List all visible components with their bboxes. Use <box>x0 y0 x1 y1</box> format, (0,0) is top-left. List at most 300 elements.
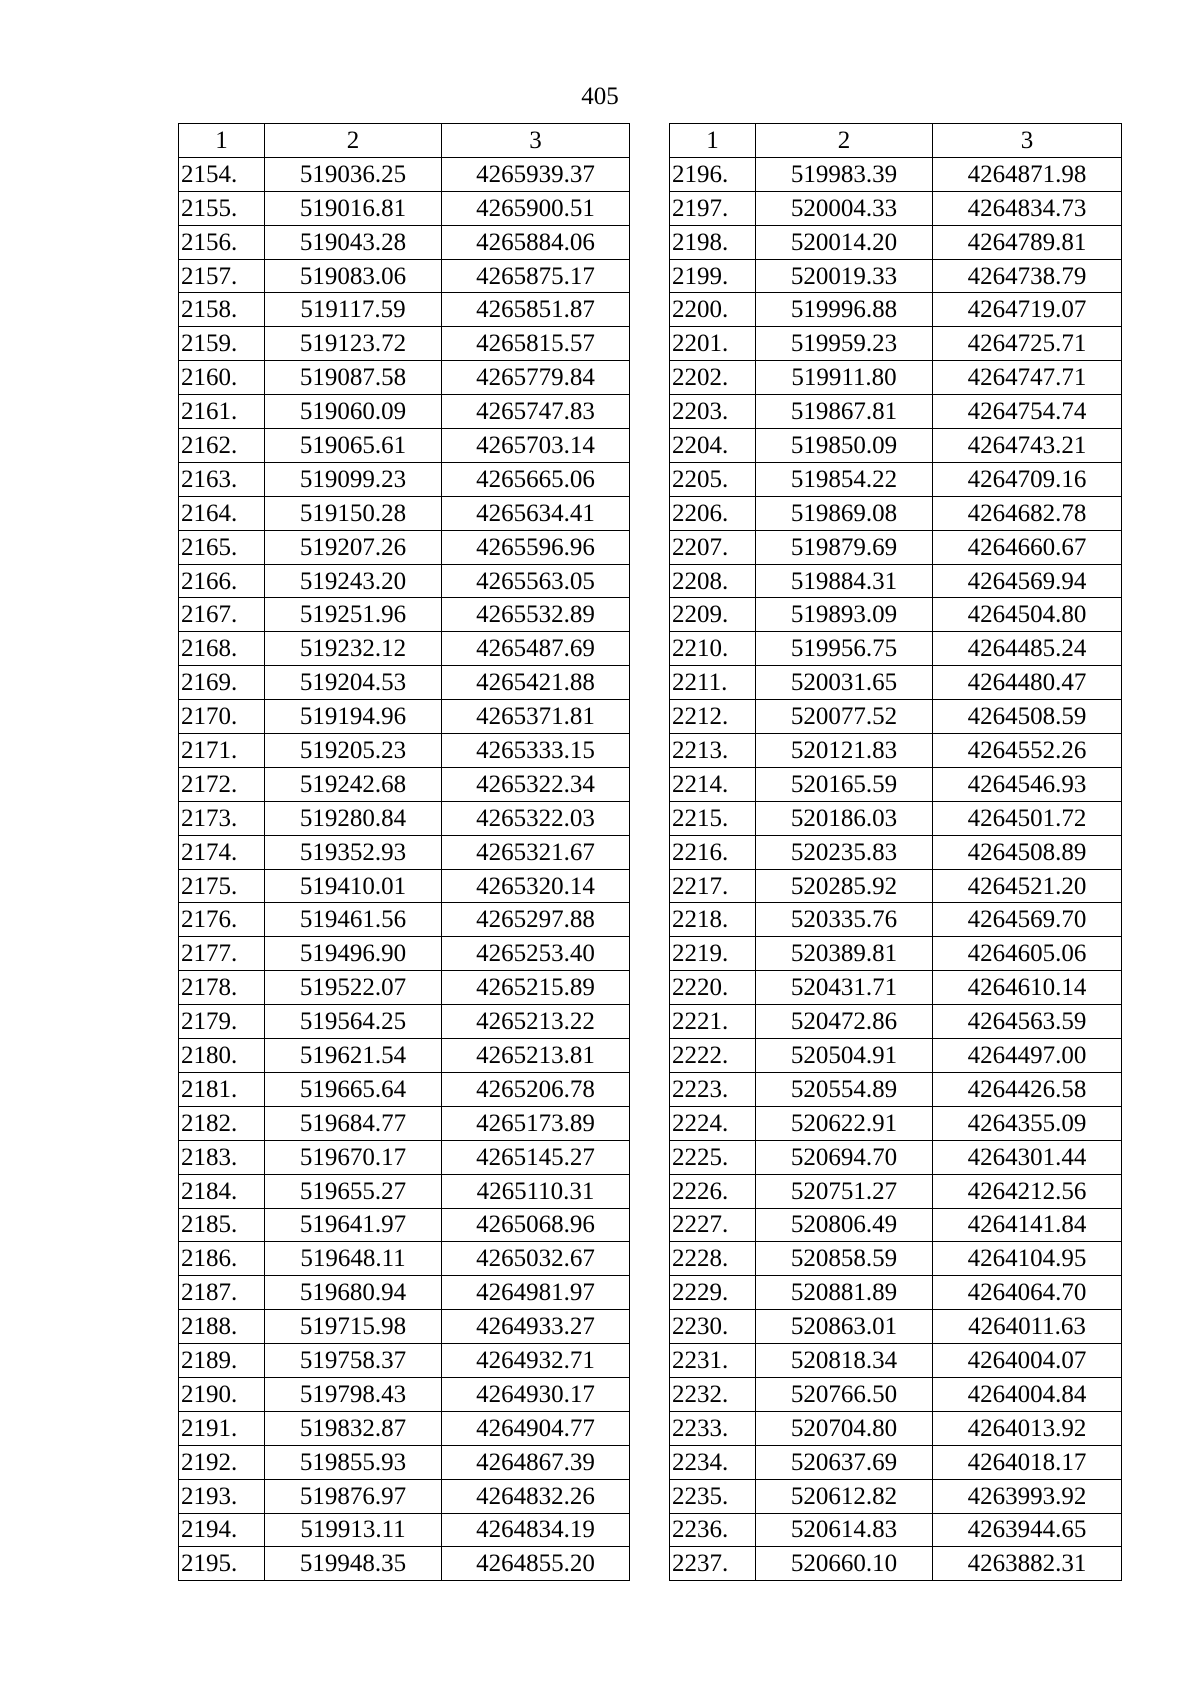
point-number-cell: 2201. <box>670 327 756 361</box>
point-number-cell: 2163. <box>179 462 265 496</box>
point-number-cell: 2173. <box>179 801 265 835</box>
table-row <box>670 1242 1122 1276</box>
x-coordinate-cell: 519205.23 <box>265 734 442 768</box>
y-coordinate-cell: 4264834.73 <box>933 191 1122 225</box>
y-coordinate-cell: 4265173.89 <box>442 1106 630 1140</box>
x-coordinate-cell: 519850.09 <box>756 429 933 463</box>
point-number-cell: 2168. <box>179 632 265 666</box>
x-coordinate-cell: 519099.23 <box>265 462 442 496</box>
y-coordinate-cell: 4264933.27 <box>442 1310 630 1344</box>
x-coordinate-cell: 519715.98 <box>265 1310 442 1344</box>
y-coordinate-cell: 4265900.51 <box>442 191 630 225</box>
point-number-cell: 2190. <box>179 1377 265 1411</box>
y-coordinate-cell: 4264605.06 <box>933 937 1122 971</box>
point-number-cell: 2154. <box>179 157 265 191</box>
x-coordinate-cell: 519879.69 <box>756 530 933 564</box>
x-coordinate-cell: 519798.43 <box>265 1377 442 1411</box>
point-number-cell: 2217. <box>670 869 756 903</box>
table-row <box>179 496 630 530</box>
x-coordinate-cell: 520077.52 <box>756 700 933 734</box>
x-coordinate-cell: 519060.09 <box>265 395 442 429</box>
x-coordinate-cell: 520858.59 <box>756 1242 933 1276</box>
point-number-cell: 2159. <box>179 327 265 361</box>
table-row <box>179 971 630 1005</box>
table-row <box>670 1005 1122 1039</box>
y-coordinate-cell: 4264064.70 <box>933 1276 1122 1310</box>
table-row <box>670 496 1122 530</box>
x-coordinate-cell: 519204.53 <box>265 666 442 700</box>
table-row <box>179 1547 630 1581</box>
x-coordinate-cell: 519680.94 <box>265 1276 442 1310</box>
y-coordinate-cell: 4264011.63 <box>933 1310 1122 1344</box>
y-coordinate-cell: 4265815.57 <box>442 327 630 361</box>
table-row <box>179 1276 630 1310</box>
y-coordinate-cell: 4265851.87 <box>442 293 630 327</box>
y-coordinate-cell: 4265322.34 <box>442 767 630 801</box>
table-row <box>670 801 1122 835</box>
x-coordinate-cell: 519621.54 <box>265 1039 442 1073</box>
table-row <box>670 598 1122 632</box>
point-number-cell: 2214. <box>670 767 756 801</box>
y-coordinate-cell: 4264855.20 <box>442 1547 630 1581</box>
table-row <box>179 361 630 395</box>
y-coordinate-cell: 4264501.72 <box>933 801 1122 835</box>
table-row <box>670 1310 1122 1344</box>
x-coordinate-cell: 520766.50 <box>756 1377 933 1411</box>
table-row <box>179 1039 630 1073</box>
y-coordinate-cell: 4264018.17 <box>933 1445 1122 1479</box>
table-row <box>670 903 1122 937</box>
y-coordinate-cell: 4265596.96 <box>442 530 630 564</box>
y-coordinate-cell: 4264141.84 <box>933 1208 1122 1242</box>
point-number-cell: 2229. <box>670 1276 756 1310</box>
point-number-cell: 2161. <box>179 395 265 429</box>
table-row <box>179 801 630 835</box>
table-row <box>670 157 1122 191</box>
point-number-cell: 2175. <box>179 869 265 903</box>
point-number-cell: 2205. <box>670 462 756 496</box>
point-number-cell: 2174. <box>179 835 265 869</box>
point-number-cell: 2183. <box>179 1140 265 1174</box>
y-coordinate-cell: 4265747.83 <box>442 395 630 429</box>
point-number-cell: 2202. <box>670 361 756 395</box>
y-coordinate-cell: 4265634.41 <box>442 496 630 530</box>
y-coordinate-cell: 4263944.65 <box>933 1513 1122 1547</box>
table-row <box>179 1310 630 1344</box>
point-number-cell: 2155. <box>179 191 265 225</box>
table-row <box>179 327 630 361</box>
table-row <box>179 1208 630 1242</box>
point-number-cell: 2234. <box>670 1445 756 1479</box>
table-row <box>670 1411 1122 1445</box>
table-row <box>670 1513 1122 1547</box>
table-row <box>179 157 630 191</box>
table-row <box>670 734 1122 768</box>
point-number-cell: 2225. <box>670 1140 756 1174</box>
y-coordinate-cell: 4265532.89 <box>442 598 630 632</box>
y-coordinate-cell: 4264981.97 <box>442 1276 630 1310</box>
y-coordinate-cell: 4264508.59 <box>933 700 1122 734</box>
point-number-cell: 2215. <box>670 801 756 835</box>
x-coordinate-cell: 519280.84 <box>265 801 442 835</box>
point-number-cell: 2233. <box>670 1411 756 1445</box>
y-coordinate-cell: 4264426.58 <box>933 1072 1122 1106</box>
y-coordinate-cell: 4264552.26 <box>933 734 1122 768</box>
table-header-row <box>670 124 1122 158</box>
x-coordinate-cell: 519242.68 <box>265 767 442 801</box>
x-coordinate-cell: 519410.01 <box>265 869 442 903</box>
x-coordinate-cell: 519461.56 <box>265 903 442 937</box>
point-number-cell: 2230. <box>670 1310 756 1344</box>
y-coordinate-cell: 4264497.00 <box>933 1039 1122 1073</box>
table-row <box>670 835 1122 869</box>
x-coordinate-cell: 520186.03 <box>756 801 933 835</box>
x-coordinate-cell: 519893.09 <box>756 598 933 632</box>
table-row <box>670 530 1122 564</box>
point-number-cell: 2184. <box>179 1174 265 1208</box>
y-coordinate-cell: 4264747.71 <box>933 361 1122 395</box>
x-coordinate-cell: 520612.82 <box>756 1479 933 1513</box>
table-row <box>670 1106 1122 1140</box>
x-coordinate-cell: 519983.39 <box>756 157 933 191</box>
table-row <box>670 632 1122 666</box>
x-coordinate-cell: 520389.81 <box>756 937 933 971</box>
y-coordinate-cell: 4265875.17 <box>442 259 630 293</box>
point-number-cell: 2158. <box>179 293 265 327</box>
table-row <box>179 835 630 869</box>
page-number: 405 <box>581 83 619 110</box>
table-row <box>179 1174 630 1208</box>
header-cell-1: 1 <box>670 124 756 158</box>
point-number-cell: 2207. <box>670 530 756 564</box>
point-number-cell: 2167. <box>179 598 265 632</box>
point-number-cell: 2213. <box>670 734 756 768</box>
x-coordinate-cell: 519855.93 <box>265 1445 442 1479</box>
x-coordinate-cell: 519194.96 <box>265 700 442 734</box>
table-row <box>670 1208 1122 1242</box>
point-number-cell: 2187. <box>179 1276 265 1310</box>
y-coordinate-cell: 4264725.71 <box>933 327 1122 361</box>
x-coordinate-cell: 520031.65 <box>756 666 933 700</box>
point-number-cell: 2227. <box>670 1208 756 1242</box>
table-row <box>670 1377 1122 1411</box>
x-coordinate-cell: 519956.75 <box>756 632 933 666</box>
x-coordinate-cell: 520614.83 <box>756 1513 933 1547</box>
point-number-cell: 2169. <box>179 666 265 700</box>
point-number-cell: 2186. <box>179 1242 265 1276</box>
y-coordinate-cell: 4264682.78 <box>933 496 1122 530</box>
table-row <box>179 937 630 971</box>
table-row <box>179 903 630 937</box>
point-number-cell: 2156. <box>179 225 265 259</box>
y-coordinate-cell: 4264932.71 <box>442 1344 630 1378</box>
y-coordinate-cell: 4265297.88 <box>442 903 630 937</box>
y-coordinate-cell: 4263993.92 <box>933 1479 1122 1513</box>
point-number-cell: 2237. <box>670 1547 756 1581</box>
y-coordinate-cell: 4264004.84 <box>933 1377 1122 1411</box>
x-coordinate-cell: 519564.25 <box>265 1005 442 1039</box>
x-coordinate-cell: 519911.80 <box>756 361 933 395</box>
table-row <box>670 767 1122 801</box>
point-number-cell: 2228. <box>670 1242 756 1276</box>
point-number-cell: 2232. <box>670 1377 756 1411</box>
point-number-cell: 2185. <box>179 1208 265 1242</box>
y-coordinate-cell: 4265215.89 <box>442 971 630 1005</box>
point-number-cell: 2194. <box>179 1513 265 1547</box>
y-coordinate-cell: 4264904.77 <box>442 1411 630 1445</box>
x-coordinate-cell: 520694.70 <box>756 1140 933 1174</box>
table-row <box>670 1445 1122 1479</box>
table-row <box>179 1344 630 1378</box>
x-coordinate-cell: 519884.31 <box>756 564 933 598</box>
y-coordinate-cell: 4264301.44 <box>933 1140 1122 1174</box>
point-number-cell: 2212. <box>670 700 756 734</box>
point-number-cell: 2180. <box>179 1039 265 1073</box>
x-coordinate-cell: 519670.17 <box>265 1140 442 1174</box>
y-coordinate-cell: 4265371.81 <box>442 700 630 734</box>
header-cell-3: 3 <box>442 124 630 158</box>
x-coordinate-cell: 520335.76 <box>756 903 933 937</box>
table-row <box>670 666 1122 700</box>
x-coordinate-cell: 519648.11 <box>265 1242 442 1276</box>
table-row <box>179 1445 630 1479</box>
header-cell-3: 3 <box>933 124 1122 158</box>
x-coordinate-cell: 520235.83 <box>756 835 933 869</box>
table-row <box>179 632 630 666</box>
y-coordinate-cell: 4265322.03 <box>442 801 630 835</box>
y-coordinate-cell: 4264004.07 <box>933 1344 1122 1378</box>
table-row <box>179 598 630 632</box>
x-coordinate-cell: 519036.25 <box>265 157 442 191</box>
x-coordinate-cell: 520004.33 <box>756 191 933 225</box>
table-row <box>179 225 630 259</box>
y-coordinate-cell: 4264480.47 <box>933 666 1122 700</box>
y-coordinate-cell: 4265068.96 <box>442 1208 630 1242</box>
y-coordinate-cell: 4265421.88 <box>442 666 630 700</box>
y-coordinate-cell: 4264834.19 <box>442 1513 630 1547</box>
x-coordinate-cell: 519996.88 <box>756 293 933 327</box>
point-number-cell: 2172. <box>179 767 265 801</box>
table-row <box>670 869 1122 903</box>
y-coordinate-cell: 4265110.31 <box>442 1174 630 1208</box>
y-coordinate-cell: 4264569.94 <box>933 564 1122 598</box>
x-coordinate-cell: 519043.28 <box>265 225 442 259</box>
y-coordinate-cell: 4265665.06 <box>442 462 630 496</box>
table-row <box>179 564 630 598</box>
x-coordinate-cell: 520285.92 <box>756 869 933 903</box>
x-coordinate-cell: 519876.97 <box>265 1479 442 1513</box>
y-coordinate-cell: 4264485.24 <box>933 632 1122 666</box>
point-number-cell: 2165. <box>179 530 265 564</box>
point-number-cell: 2188. <box>179 1310 265 1344</box>
table-row <box>670 361 1122 395</box>
point-number-cell: 2191. <box>179 1411 265 1445</box>
point-number-cell: 2216. <box>670 835 756 869</box>
table-row <box>179 1242 630 1276</box>
x-coordinate-cell: 520504.91 <box>756 1039 933 1073</box>
x-coordinate-cell: 519496.90 <box>265 937 442 971</box>
x-coordinate-cell: 520751.27 <box>756 1174 933 1208</box>
table-row <box>179 191 630 225</box>
y-coordinate-cell: 4264719.07 <box>933 293 1122 327</box>
point-number-cell: 2166. <box>179 564 265 598</box>
y-coordinate-cell: 4264504.80 <box>933 598 1122 632</box>
y-coordinate-cell: 4265779.84 <box>442 361 630 395</box>
point-number-cell: 2226. <box>670 1174 756 1208</box>
table-row <box>670 1140 1122 1174</box>
x-coordinate-cell: 519948.35 <box>265 1547 442 1581</box>
point-number-cell: 2176. <box>179 903 265 937</box>
point-number-cell: 2222. <box>670 1039 756 1073</box>
table-row <box>179 666 630 700</box>
point-number-cell: 2224. <box>670 1106 756 1140</box>
y-coordinate-cell: 4264867.39 <box>442 1445 630 1479</box>
point-number-cell: 2199. <box>670 259 756 293</box>
y-coordinate-cell: 4264569.70 <box>933 903 1122 937</box>
y-coordinate-cell: 4264743.21 <box>933 429 1122 463</box>
point-number-cell: 2218. <box>670 903 756 937</box>
point-number-cell: 2164. <box>179 496 265 530</box>
x-coordinate-cell: 519352.93 <box>265 835 442 869</box>
y-coordinate-cell: 4264832.26 <box>442 1479 630 1513</box>
y-coordinate-cell: 4264709.16 <box>933 462 1122 496</box>
table-row <box>670 1174 1122 1208</box>
table-row <box>670 971 1122 1005</box>
table-row <box>179 734 630 768</box>
y-coordinate-cell: 4265939.37 <box>442 157 630 191</box>
y-coordinate-cell: 4263882.31 <box>933 1547 1122 1581</box>
y-coordinate-cell: 4265320.14 <box>442 869 630 903</box>
x-coordinate-cell: 519867.81 <box>756 395 933 429</box>
y-coordinate-cell: 4265032.67 <box>442 1242 630 1276</box>
table-row <box>670 395 1122 429</box>
table-row <box>179 395 630 429</box>
y-coordinate-cell: 4264508.89 <box>933 835 1122 869</box>
x-coordinate-cell: 519243.20 <box>265 564 442 598</box>
x-coordinate-cell: 520806.49 <box>756 1208 933 1242</box>
y-coordinate-cell: 4265213.22 <box>442 1005 630 1039</box>
table-row <box>179 700 630 734</box>
table-row <box>179 1411 630 1445</box>
point-number-cell: 2231. <box>670 1344 756 1378</box>
table-row <box>670 700 1122 734</box>
y-coordinate-cell: 4265213.81 <box>442 1039 630 1073</box>
y-coordinate-cell: 4264789.81 <box>933 225 1122 259</box>
point-number-cell: 2160. <box>179 361 265 395</box>
point-number-cell: 2192. <box>179 1445 265 1479</box>
table-row <box>670 429 1122 463</box>
table-row <box>670 1276 1122 1310</box>
point-number-cell: 2206. <box>670 496 756 530</box>
x-coordinate-cell: 519758.37 <box>265 1344 442 1378</box>
x-coordinate-cell: 519150.28 <box>265 496 442 530</box>
table-row <box>179 429 630 463</box>
table-row <box>670 1072 1122 1106</box>
point-number-cell: 2170. <box>179 700 265 734</box>
x-coordinate-cell: 520660.10 <box>756 1547 933 1581</box>
x-coordinate-cell: 519655.27 <box>265 1174 442 1208</box>
y-coordinate-cell: 4264212.56 <box>933 1174 1122 1208</box>
y-coordinate-cell: 4264610.14 <box>933 971 1122 1005</box>
table-row <box>670 225 1122 259</box>
table-row <box>179 259 630 293</box>
y-coordinate-cell: 4265206.78 <box>442 1072 630 1106</box>
y-coordinate-cell: 4264563.59 <box>933 1005 1122 1039</box>
x-coordinate-cell: 519016.81 <box>265 191 442 225</box>
table-header-row <box>179 124 630 158</box>
point-number-cell: 2211. <box>670 666 756 700</box>
x-coordinate-cell: 520863.01 <box>756 1310 933 1344</box>
table-row <box>670 1547 1122 1581</box>
point-number-cell: 2179. <box>179 1005 265 1039</box>
x-coordinate-cell: 519641.97 <box>265 1208 442 1242</box>
x-coordinate-cell: 519854.22 <box>756 462 933 496</box>
x-coordinate-cell: 520165.59 <box>756 767 933 801</box>
x-coordinate-cell: 519087.58 <box>265 361 442 395</box>
point-number-cell: 2200. <box>670 293 756 327</box>
coordinates-table-left <box>178 123 630 1581</box>
y-coordinate-cell: 4264355.09 <box>933 1106 1122 1140</box>
table-row <box>179 767 630 801</box>
x-coordinate-cell: 519207.26 <box>265 530 442 564</box>
x-coordinate-cell: 520472.86 <box>756 1005 933 1039</box>
table-row <box>670 564 1122 598</box>
x-coordinate-cell: 519065.61 <box>265 429 442 463</box>
table-row <box>179 1377 630 1411</box>
x-coordinate-cell: 520637.69 <box>756 1445 933 1479</box>
point-number-cell: 2220. <box>670 971 756 1005</box>
x-coordinate-cell: 519522.07 <box>265 971 442 1005</box>
x-coordinate-cell: 520431.71 <box>756 971 933 1005</box>
x-coordinate-cell: 520622.91 <box>756 1106 933 1140</box>
y-coordinate-cell: 4265563.05 <box>442 564 630 598</box>
y-coordinate-cell: 4264546.93 <box>933 767 1122 801</box>
x-coordinate-cell: 519959.23 <box>756 327 933 361</box>
coordinates-table-right <box>669 123 1122 1581</box>
table-row <box>179 1479 630 1513</box>
table-row <box>179 462 630 496</box>
y-coordinate-cell: 4265321.67 <box>442 835 630 869</box>
point-number-cell: 2236. <box>670 1513 756 1547</box>
x-coordinate-cell: 519684.77 <box>265 1106 442 1140</box>
table-row <box>670 462 1122 496</box>
table-row <box>179 1005 630 1039</box>
x-coordinate-cell: 520818.34 <box>756 1344 933 1378</box>
point-number-cell: 2193. <box>179 1479 265 1513</box>
y-coordinate-cell: 4265253.40 <box>442 937 630 971</box>
table-row <box>670 1344 1122 1378</box>
x-coordinate-cell: 520704.80 <box>756 1411 933 1445</box>
y-coordinate-cell: 4265884.06 <box>442 225 630 259</box>
point-number-cell: 2221. <box>670 1005 756 1039</box>
table-row <box>179 1106 630 1140</box>
x-coordinate-cell: 519832.87 <box>265 1411 442 1445</box>
x-coordinate-cell: 519869.08 <box>756 496 933 530</box>
y-coordinate-cell: 4264521.20 <box>933 869 1122 903</box>
point-number-cell: 2181. <box>179 1072 265 1106</box>
table-row <box>670 293 1122 327</box>
x-coordinate-cell: 520121.83 <box>756 734 933 768</box>
point-number-cell: 2182. <box>179 1106 265 1140</box>
x-coordinate-cell: 520554.89 <box>756 1072 933 1106</box>
x-coordinate-cell: 520881.89 <box>756 1276 933 1310</box>
y-coordinate-cell: 4265145.27 <box>442 1140 630 1174</box>
x-coordinate-cell: 520014.20 <box>756 225 933 259</box>
x-coordinate-cell: 519117.59 <box>265 293 442 327</box>
x-coordinate-cell: 520019.33 <box>756 259 933 293</box>
table-row <box>670 191 1122 225</box>
point-number-cell: 2210. <box>670 632 756 666</box>
